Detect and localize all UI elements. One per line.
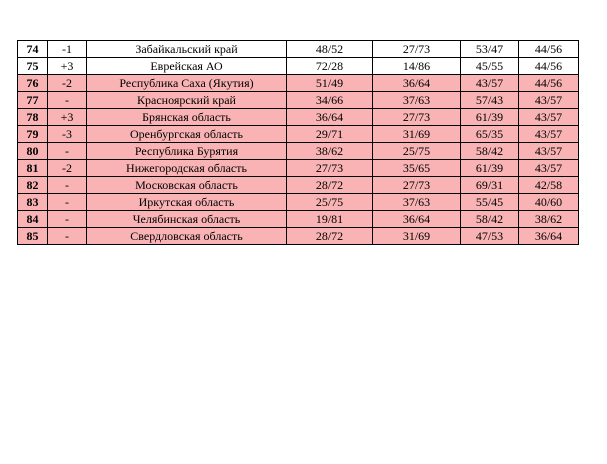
value-cell-1: 51/49 xyxy=(287,75,373,92)
value-cell-2: 36/64 xyxy=(373,75,461,92)
table-row xyxy=(18,58,579,75)
region-cell: Челябинская область xyxy=(87,211,287,228)
change-cell: - xyxy=(48,211,87,228)
value-cell-2: 27/73 xyxy=(373,109,461,126)
table-row xyxy=(18,126,579,143)
value-cell-3: 45/55 xyxy=(461,58,519,75)
region-cell: Оренбургская область xyxy=(87,126,287,143)
table-row xyxy=(18,177,579,194)
value-cell-4: 42/58 xyxy=(519,177,579,194)
change-cell: - xyxy=(48,177,87,194)
value-cell-1: 28/72 xyxy=(287,177,373,194)
value-cell-3: 58/42 xyxy=(461,211,519,228)
rank-cell: 82 xyxy=(18,177,48,194)
value-cell-4: 43/57 xyxy=(519,160,579,177)
value-cell-2: 37/63 xyxy=(373,92,461,109)
value-cell-4: 43/57 xyxy=(519,109,579,126)
ratings-table-body xyxy=(18,41,579,245)
value-cell-3: 65/35 xyxy=(461,126,519,143)
value-cell-4: 38/62 xyxy=(519,211,579,228)
change-cell: +3 xyxy=(48,58,87,75)
region-cell: Красноярский край xyxy=(87,92,287,109)
change-cell: -2 xyxy=(48,75,87,92)
region-cell: Забайкальский край xyxy=(87,41,287,58)
value-cell-4: 40/60 xyxy=(519,194,579,211)
rank-cell: 78 xyxy=(18,109,48,126)
rank-cell: 81 xyxy=(18,160,48,177)
value-cell-3: 55/45 xyxy=(461,194,519,211)
region-cell: Иркутская область xyxy=(87,194,287,211)
value-cell-2: 25/75 xyxy=(373,143,461,160)
value-cell-2: 14/86 xyxy=(373,58,461,75)
value-cell-1: 72/28 xyxy=(287,58,373,75)
table-row xyxy=(18,92,579,109)
change-cell: -1 xyxy=(48,41,87,58)
value-cell-2: 31/69 xyxy=(373,228,461,245)
value-cell-3: 57/43 xyxy=(461,92,519,109)
rank-cell: 80 xyxy=(18,143,48,160)
value-cell-3: 61/39 xyxy=(461,109,519,126)
change-cell: - xyxy=(48,228,87,245)
value-cell-1: 28/72 xyxy=(287,228,373,245)
table-row xyxy=(18,160,579,177)
value-cell-3: 43/57 xyxy=(461,75,519,92)
region-cell: Республика Бурятия xyxy=(87,143,287,160)
value-cell-1: 19/81 xyxy=(287,211,373,228)
table-row xyxy=(18,143,579,160)
table-row xyxy=(18,211,579,228)
region-cell: Республика Саха (Якутия) xyxy=(87,75,287,92)
value-cell-1: 34/66 xyxy=(287,92,373,109)
value-cell-1: 48/52 xyxy=(287,41,373,58)
table-row xyxy=(18,194,579,211)
rank-cell: 75 xyxy=(18,58,48,75)
ratings-table xyxy=(17,40,579,245)
value-cell-3: 69/31 xyxy=(461,177,519,194)
value-cell-4: 36/64 xyxy=(519,228,579,245)
value-cell-2: 36/64 xyxy=(373,211,461,228)
value-cell-3: 53/47 xyxy=(461,41,519,58)
rank-cell: 83 xyxy=(18,194,48,211)
table-row xyxy=(18,41,579,58)
value-cell-1: 36/64 xyxy=(287,109,373,126)
value-cell-3: 61/39 xyxy=(461,160,519,177)
rank-cell: 79 xyxy=(18,126,48,143)
region-cell: Московская область xyxy=(87,177,287,194)
region-cell: Брянская область xyxy=(87,109,287,126)
value-cell-4: 43/57 xyxy=(519,126,579,143)
change-cell: +3 xyxy=(48,109,87,126)
value-cell-1: 38/62 xyxy=(287,143,373,160)
value-cell-2: 35/65 xyxy=(373,160,461,177)
value-cell-1: 27/73 xyxy=(287,160,373,177)
rank-cell: 76 xyxy=(18,75,48,92)
rank-cell: 74 xyxy=(18,41,48,58)
rank-cell: 85 xyxy=(18,228,48,245)
value-cell-1: 29/71 xyxy=(287,126,373,143)
change-cell: - xyxy=(48,194,87,211)
value-cell-3: 47/53 xyxy=(461,228,519,245)
value-cell-3: 58/42 xyxy=(461,143,519,160)
table-row xyxy=(18,228,579,245)
region-cell: Еврейская АО xyxy=(87,58,287,75)
value-cell-2: 37/63 xyxy=(373,194,461,211)
value-cell-4: 44/56 xyxy=(519,75,579,92)
change-cell: -3 xyxy=(48,126,87,143)
value-cell-4: 43/57 xyxy=(519,143,579,160)
table-row xyxy=(18,109,579,126)
change-cell: -2 xyxy=(48,160,87,177)
value-cell-4: 44/56 xyxy=(519,58,579,75)
value-cell-2: 31/69 xyxy=(373,126,461,143)
value-cell-4: 44/56 xyxy=(519,41,579,58)
value-cell-4: 43/57 xyxy=(519,92,579,109)
value-cell-1: 25/75 xyxy=(287,194,373,211)
change-cell: - xyxy=(48,92,87,109)
region-cell: Свердловская область xyxy=(87,228,287,245)
change-cell: - xyxy=(48,143,87,160)
table-row xyxy=(18,75,579,92)
rank-cell: 77 xyxy=(18,92,48,109)
value-cell-2: 27/73 xyxy=(373,177,461,194)
region-cell: Нижегородская область xyxy=(87,160,287,177)
rank-cell: 84 xyxy=(18,211,48,228)
value-cell-2: 27/73 xyxy=(373,41,461,58)
